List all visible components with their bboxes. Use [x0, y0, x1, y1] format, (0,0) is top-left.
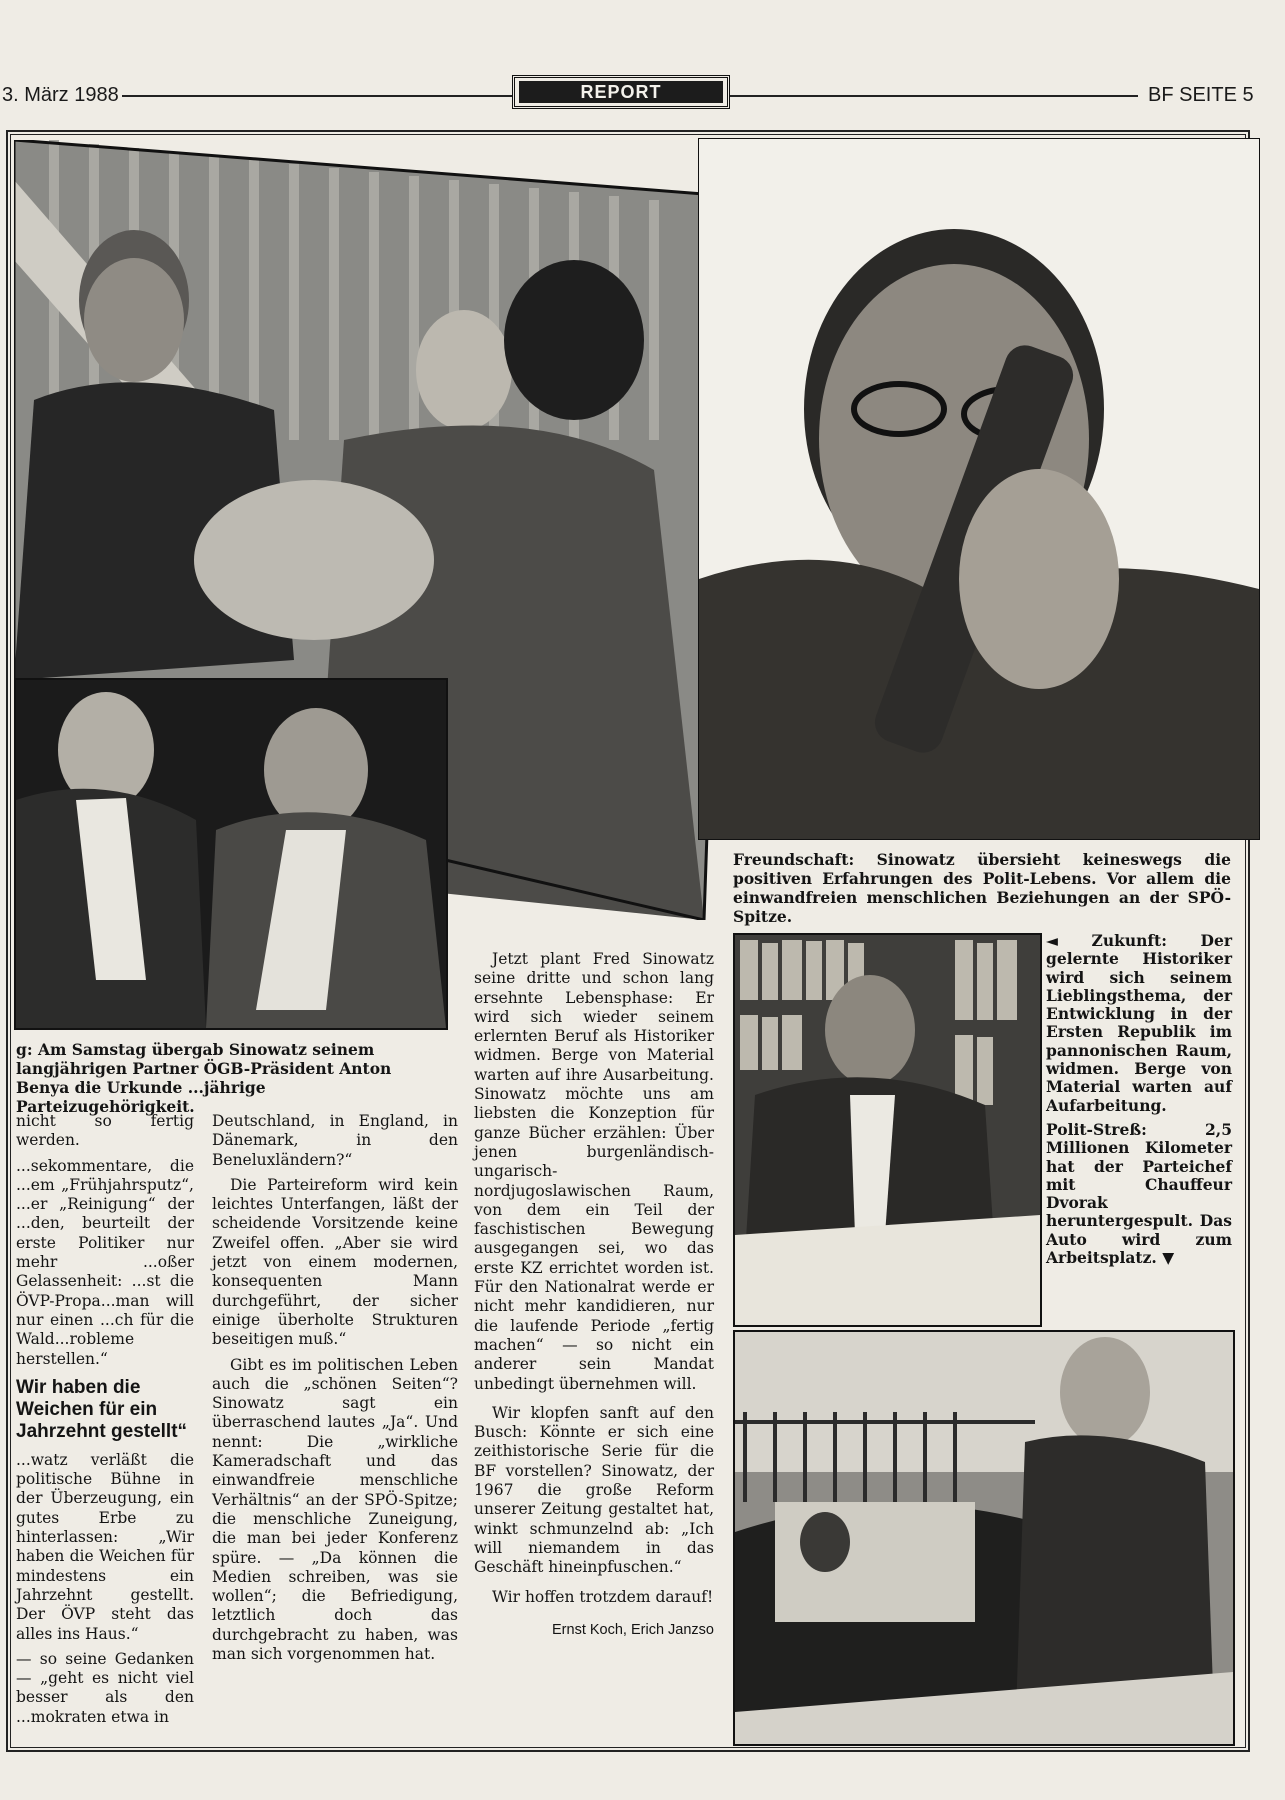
handshake-photo [14, 678, 448, 1030]
col2-paragraph: Deutschland, in England, in Dänemark, in den Beneluxländern?“ [212, 1112, 458, 1169]
page-number: BF SEITE 5 [1148, 84, 1254, 106]
caption-award: g: Am Samstag übergab Sinowatz seinem langjährigen Partner ÖGB-Präsident Anton Benya die Urkunde ...jährige Parteizugehörigkeit. [16, 1040, 392, 1116]
section-badge [512, 75, 730, 109]
article-column-2 [212, 1112, 458, 1670]
col1-paragraph: ...sekommentare, die ...em „Frühjahrsputz“, ...er „Reinigung“ der ...den, beurteilt der erste Politiker nur mehr ...oßer Gelassenheit: ...st die ÖVP-Propa...man will nur einen ...ch für die Wald...robleme herstellen.“ [16, 1156, 194, 1368]
col3-paragraph: Jetzt plant Fred Sinowatz seine dritte und schon lang ersehnte Lebensphase: Er wird sich wieder seinem erlernten Beruf als Historiker widmen. Berge von Material warten auf ihre Ausarbeitung. Sinowatz möchte uns am liebsten die Konzeption für ganze Bücher erzählen: Über jenen burgenländisch-ungarisch-nordjugoslawischen Raum, von dem ein Teil der faschistischen Bewegung ausgegangen sei, wo das erste KZ errichtet worden ist. Für den Nationalrat werde er nicht mehr kandidieren, nur die laufende Periode „fertig machen“ — so nicht ein anderer sein Mandat unbedingt übernehmen will. [474, 950, 714, 1393]
byline: Ernst Koch, Erich Janzso [552, 1621, 714, 1638]
col3-paragraph: Wir klopfen sanft auf den Busch: Könnte er sich eine zeithistorische Serie für die BF vorstellen? Sinowatz, der 1967 die große Reform unserer Zeitung gestaltet hat, winkt schmunzelnd ab: „Ich will niemandem in das Geschäft hineinpfuschen.“ [474, 1403, 714, 1577]
subhead: Wir haben die Weichen für ein Jahrzehnt gestellt“ [16, 1376, 188, 1442]
article-column-1 [16, 1112, 194, 1733]
header-rule-right [730, 95, 1138, 97]
col1-paragraph: ...watz verläßt die politische Bühne in der Überzeugung, ein gutes Erbe zu hinterlassen: „Wir haben die Weichen für mindestens ein Jahrzehnt gestellt. Der ÖVP steht das alles ins Haus.“ [16, 1450, 194, 1643]
header-rule-left [122, 95, 512, 97]
article-column-3 [474, 950, 714, 1646]
col2-paragraph: Gibt es im politischen Leben auch die „schönen Seiten“? Sinowatz sagt ein überraschend lautes „Ja“. Und nennt: Die „wirkliche Kameradschaft und das einwandfreie menschliche Verhältnis“ an der SPÖ-Spitze; die menschliche Zuneigung, die man bei jeder Konferenz spüre. — „Da können die Medien schreiben, was sie wollen“; die Befriedigung, letztlich doch das durchgebracht zu haben, was man sich vorgenommen hat. [212, 1355, 458, 1664]
car-photo [733, 1330, 1235, 1746]
caption-polit-stress: Polit-Streß: 2,5 Millionen Kilometer hat der Parteichef mit Chauffeur Dvorak heruntergespult. Das Auto wird zum Arbeitsplatz. ▼ [1046, 1119, 1232, 1268]
telephone-portrait-photo [698, 138, 1260, 840]
col1-paragraph: nicht so fertig werden. [16, 1112, 194, 1150]
caption-friendship: Freundschaft: Sinowatz übersieht keineswegs die positiven Erfahrungen des Polit-Lebens. Vor allem die einwandfreien menschlichen Beziehungen an der SPÖ-Spitze. [733, 850, 1231, 926]
section-label: REPORT [519, 81, 723, 103]
col1-paragraph: — so seine Gedanken — „geht es nicht viel besser als den ...mokraten etwa in [16, 1649, 194, 1726]
col2-paragraph: Die Parteireform wird kein leichtes Unterfangen, läßt der scheidende Vorsitzende keine Zweifel offen. „Aber sie wird jetzt von einem modernen, konsequenten Mann durchgeführt, der sicher einige überholte Strukturen beseitigen muß.“ [212, 1175, 458, 1349]
issue-date: 3. März 1988 [2, 84, 119, 106]
col3-paragraph: Wir hoffen trotzdem darauf! [492, 1587, 714, 1606]
library-desk-photo [733, 933, 1042, 1327]
right-captions [1046, 932, 1232, 1273]
caption-future: ◄ Zukunft: Der gelernte Historiker wird sich seinem Lieblingsthema, der Entwicklung in der Ersten Republik im pannonischen Raum, widmen. Berge von Material warten auf Aufarbeitung. [1046, 931, 1232, 1115]
